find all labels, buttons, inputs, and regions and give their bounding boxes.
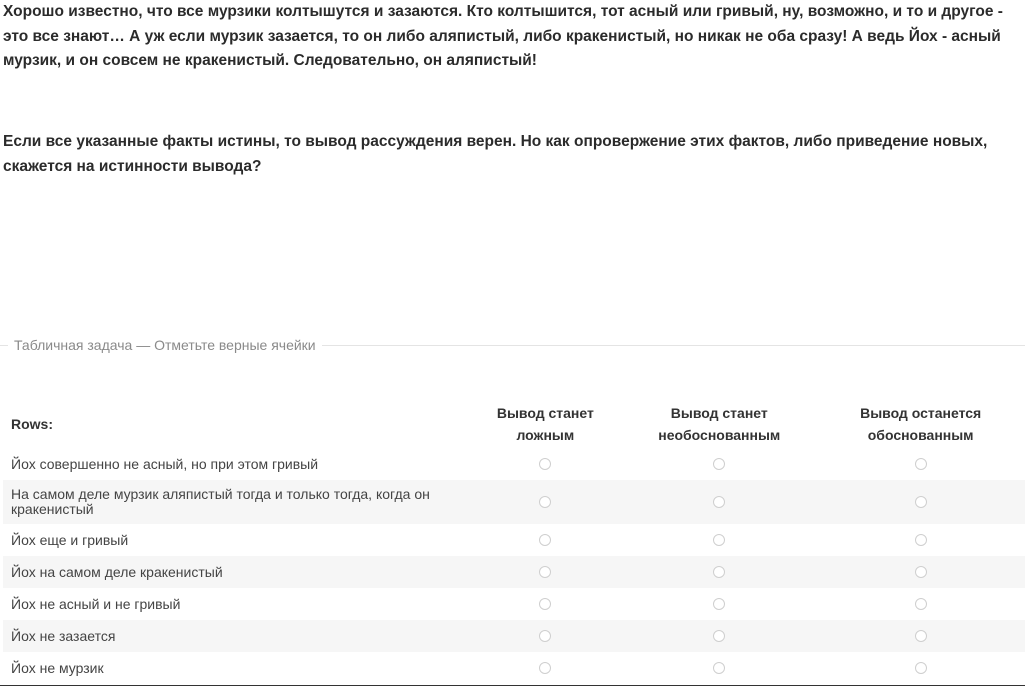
question-paragraph-2: Если все указанные факты истины, то вывод рассуждения верен. Но как опровержение этих фактов, либо приведение новых, скажется на истинности вывода? [3,133,988,175]
row-label: Йох не асный и не гривый [11,595,181,612]
row-label: Йох еще и гривый [11,531,129,548]
cell [816,480,1025,524]
cell [816,652,1025,684]
radio-button[interactable] [915,534,927,546]
cell [622,556,816,588]
radio-button[interactable] [915,662,927,674]
radio-button[interactable] [539,458,551,470]
cell [468,448,622,480]
radio-button[interactable] [539,630,551,642]
radio-button[interactable] [713,458,725,470]
radio-button[interactable] [713,630,725,642]
radio-button[interactable] [915,496,927,508]
table-row [3,588,1025,620]
radio-button[interactable] [713,534,725,546]
cell [816,448,1025,480]
answer-grid [3,400,1025,684]
cell [468,524,622,556]
cell [468,480,622,524]
radio-button[interactable] [713,566,725,578]
radio-button[interactable] [713,662,725,674]
cell [468,556,622,588]
bottom-divider [0,685,1025,686]
grid-header-row [3,400,1025,448]
column-header-valid: Вывод останется обоснованным [860,405,982,443]
cell [622,652,816,684]
cell [816,556,1025,588]
radio-button[interactable] [539,598,551,610]
cell [816,588,1025,620]
radio-button[interactable] [539,662,551,674]
table-row [3,652,1025,684]
radio-button[interactable] [915,458,927,470]
radio-button[interactable] [915,566,927,578]
cell [622,588,816,620]
table-row [3,524,1025,556]
table-row [3,480,1025,524]
cell [816,620,1025,652]
cell [622,480,816,524]
cell [622,524,816,556]
cell [622,448,816,480]
cell [468,652,622,684]
row-label: Йох не мурзик [11,659,104,676]
row-label: На самом деле мурзик аляпистый тогда и только тогда, когда он кракенистый [3,480,468,524]
section-legend [0,335,1025,355]
table-row [3,556,1025,588]
radio-button[interactable] [539,566,551,578]
table-row [3,448,1025,480]
radio-button[interactable] [915,630,927,642]
radio-button[interactable] [915,598,927,610]
radio-button[interactable] [539,496,551,508]
cell [468,620,622,652]
legend-text: Табличная задача — Отметьте верные ячейки [8,335,322,355]
row-label: Йох не зазается [3,620,468,652]
cell [468,588,622,620]
cell [816,524,1025,556]
rows-header: Rows: [11,416,53,432]
radio-button[interactable] [539,534,551,546]
radio-button[interactable] [713,496,725,508]
table-row [3,620,1025,652]
column-header-false: Вывод станет ложным [496,405,594,443]
question-paragraph-1: Хорошо известно, что все мурзики колтышутся и зазаются. Кто колтышится, тот асный или гривый, ну, возможно, и то и другое - это все знают… А уж если мурзик зазается, то он либо аляпистый, либо кракенистый, но никак не оба сразу! А ведь Йох - асный мурзик, и он совсем не кракенистый. Следовательно, он аляпистый! [3,3,1003,69]
row-label: Йох на самом деле кракенистый [3,556,468,588]
cell [622,620,816,652]
column-header-unfounded: Вывод станет необоснованным [658,405,781,443]
radio-button[interactable] [713,598,725,610]
row-label: Йох совершенно не асный, но при этом гривый [11,455,319,472]
